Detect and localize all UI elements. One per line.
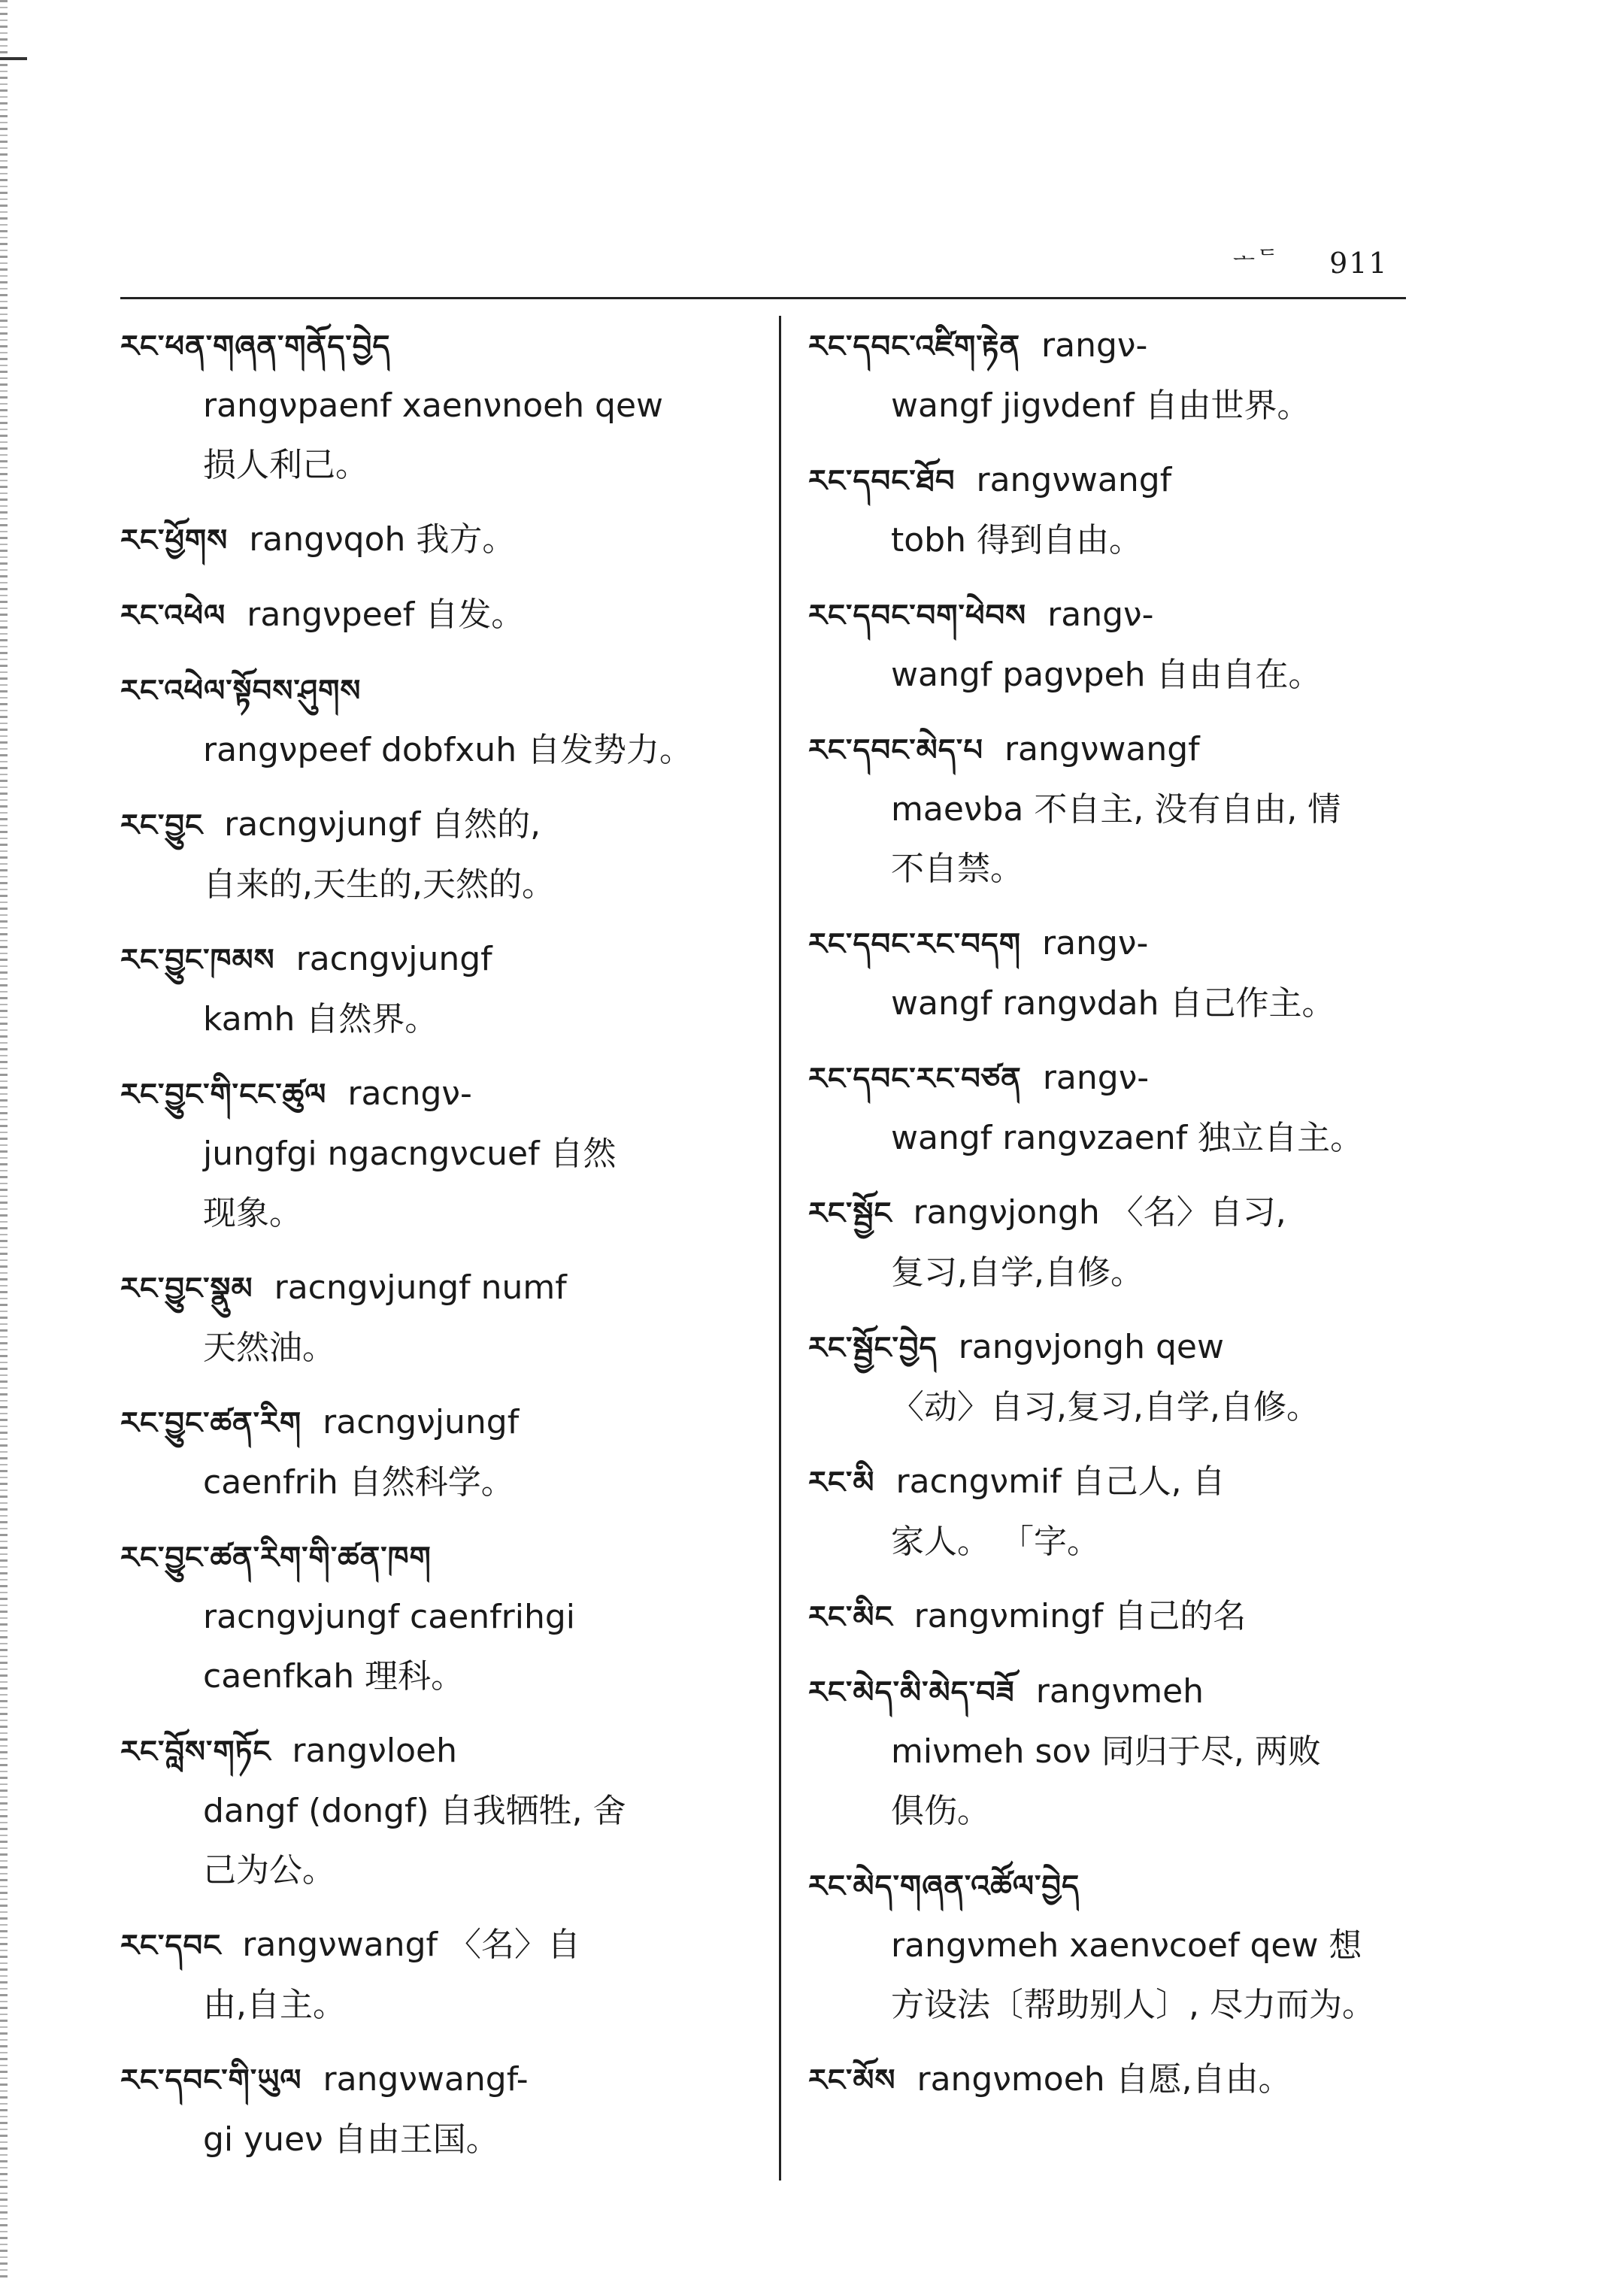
entry-spacer [808, 2035, 1447, 2050]
entry-spacer [808, 1647, 1447, 1662]
entry-spacer [808, 1437, 1447, 1452]
header-marks: ᅩᄃ [1233, 247, 1280, 273]
entry-spacer [120, 1377, 752, 1393]
entry-text: rangνwangf- [323, 2060, 529, 2099]
entry-spacer [120, 2035, 752, 2050]
entry-headword: རང་ཕྱོགས [120, 523, 229, 558]
entry-continuation-line [808, 376, 1447, 435]
entry-text: 不自禁。 [891, 850, 1023, 888]
entry-continuation-line [120, 1183, 752, 1243]
column-divider [779, 316, 781, 2180]
entry-headword: རང་དབང་གི་ཡུལ [120, 2063, 302, 2098]
entry-text: 由,自主。 [203, 1986, 346, 2024]
dictionary-entry [120, 1915, 752, 2050]
entry-continuation-line [808, 839, 1447, 899]
entry-text: rangνjongh qew [958, 1328, 1224, 1366]
dictionary-entry [120, 1721, 752, 1915]
entry-headword: རང་དབང་ཐོབ [808, 464, 956, 499]
entry-text: rangνpaenf xaenνnoeh qew [203, 386, 664, 425]
dictionary-entry [808, 1856, 1447, 2050]
dictionary-entry [120, 1064, 752, 1258]
entry-text: 俱伤。 [891, 1792, 990, 1830]
entry-text: 方设法〔帮助别人〕, 尽力而为。 [891, 1986, 1375, 2024]
entry-spacer [120, 645, 752, 660]
entry-text: tobh 得到自由。 [891, 521, 1142, 559]
entry-text: racngνjungf [295, 940, 492, 978]
dictionary-entry [120, 660, 752, 795]
entry-first-line [120, 660, 752, 720]
entry-text: rangν- [1041, 326, 1148, 365]
entry-text: racngνjungf numf [274, 1268, 567, 1307]
entry-spacer [120, 1512, 752, 1527]
entry-first-line [808, 1452, 1447, 1512]
entry-spacer [808, 1841, 1447, 1856]
entry-text: wangf pagνpeh 自由自在。 [891, 656, 1322, 694]
right-column [808, 316, 1447, 2125]
entry-continuation-line [808, 1781, 1447, 1841]
entry-headword: རང་བློས་གཏོང [120, 1735, 271, 1769]
entry-spacer [120, 780, 752, 795]
scan-edge [0, 0, 8, 2282]
entry-spacer [120, 2169, 752, 2184]
entry-text: 现象。 [203, 1194, 302, 1232]
dictionary-entry [808, 1048, 1447, 1183]
header-rule [120, 297, 1406, 299]
entry-text: rangνwangf [1004, 730, 1200, 768]
entry-first-line [808, 1586, 1447, 1647]
entry-text: miνmeh soν 同归于尽, 两败 [891, 1732, 1321, 1771]
entry-continuation-line [808, 645, 1447, 705]
entry-continuation-line [120, 376, 752, 435]
entry-text: wangf rangνzaenf 独立自主。 [891, 1119, 1364, 1157]
entry-first-line [120, 795, 752, 855]
entry-headword: རང་དབང་རང་བདག [808, 927, 1022, 962]
entry-headword: རང་དབང་རང་བཙན [808, 1062, 1022, 1096]
dictionary-entry [120, 585, 752, 660]
page-number: 911 [1329, 247, 1389, 280]
entry-first-line [120, 2050, 752, 2110]
dictionary-entry [808, 720, 1447, 914]
entry-text: 天然油。 [203, 1329, 335, 1367]
entry-continuation-line [120, 1318, 752, 1377]
entry-spacer [120, 495, 752, 510]
entry-continuation-line [120, 720, 752, 780]
entry-text: kamh 自然界。 [203, 1000, 438, 1038]
entry-first-line [808, 1183, 1447, 1243]
entry-continuation-line [120, 1975, 752, 2035]
entry-text: 损人利己。 [203, 446, 368, 484]
entry-continuation-line [808, 780, 1447, 839]
entry-text: 自来的,天生的,天然的。 [203, 865, 555, 904]
entry-continuation-line [808, 1377, 1447, 1437]
entry-spacer [808, 570, 1447, 585]
entry-spacer [120, 1706, 752, 1721]
entry-first-line [808, 720, 1447, 780]
entry-text: rangν- [1042, 924, 1149, 962]
entry-first-line [120, 1915, 752, 1975]
entry-text: rangνwangf 〈名〉自 [242, 1926, 580, 1964]
entry-text: wangf rangνdah 自己作主。 [891, 984, 1335, 1023]
entry-first-line [808, 2050, 1447, 2110]
entry-headword: རང་བྱུང་ཁམས [120, 943, 275, 977]
entry-headword: རང་བྱུང་ཚན་རིག་གི་ཚན་ཁག [120, 1541, 432, 1575]
entry-first-line [808, 450, 1447, 511]
page-header [1233, 241, 1389, 280]
entry-continuation-line [808, 511, 1447, 570]
entry-continuation-line [120, 1453, 752, 1512]
dictionary-entry [120, 929, 752, 1064]
entry-headword: རང་སྦྱོང་བྱེད [808, 1331, 938, 1365]
entry-continuation-line [120, 1647, 752, 1706]
entry-text: jungfgi ngacngνcuef 自然 [203, 1135, 617, 1173]
entry-continuation-line [120, 989, 752, 1049]
entry-text: rangν- [1042, 1059, 1150, 1097]
entry-headword: རང་མེད་མི་མེད་བཟོ [808, 1675, 1015, 1710]
dictionary-entry [808, 1452, 1447, 1586]
entry-first-line [808, 1317, 1447, 1377]
entry-continuation-line [808, 1975, 1447, 2035]
entry-spacer [120, 1243, 752, 1258]
entry-first-line [120, 316, 752, 376]
entry-continuation-line [120, 1587, 752, 1647]
entry-text: gi yueν 自由王国。 [203, 2120, 499, 2159]
entry-first-line [120, 1527, 752, 1587]
entry-spacer [808, 2110, 1447, 2125]
entry-headword: རང་འཕེལ [120, 599, 226, 633]
entry-headword: རང་དབང་འཛིག་རྟེན [808, 329, 1021, 364]
dictionary-entry [808, 450, 1447, 585]
dictionary-entry [120, 1258, 752, 1393]
dictionary-entry [808, 316, 1447, 450]
entry-text: wangf jigνdenf 自由世界。 [891, 386, 1310, 425]
entry-text: rangνmingf 自己的名 [914, 1597, 1247, 1635]
entry-text: rangνpeef 自发。 [247, 596, 525, 634]
entry-text: rangνwangf [976, 461, 1172, 499]
entry-spacer [120, 1900, 752, 1915]
entry-headword: རང་དབང་མེད་པ [808, 733, 983, 768]
entry-spacer [120, 914, 752, 929]
entry-text: rangνloeh [292, 1732, 457, 1770]
entry-first-line [120, 585, 752, 645]
entry-continuation-line [808, 1916, 1447, 1975]
entry-text: 〈动〉自习,复习,自学,自修。 [891, 1388, 1320, 1426]
entry-first-line [808, 1048, 1447, 1108]
entry-text: maeνba 不自主, 没有自由, 情 [891, 790, 1341, 829]
entry-text: racngν- [347, 1074, 472, 1113]
entry-first-line [808, 585, 1447, 645]
entry-headword: རང་མེད་གཞན་འཚོལ་བྱེད [808, 1869, 1080, 1904]
entry-headword: རང་སྦྱོང [808, 1196, 892, 1231]
entry-text: racngνjungf [323, 1403, 520, 1441]
entry-text: rangνmoeh 自愿,自由。 [917, 2060, 1292, 2099]
entry-text: racngνjungf caenfrihgi [203, 1598, 575, 1636]
dictionary-entry [808, 585, 1447, 720]
entry-headword: རང་ཕན་གཞན་གནོད་བྱེད [120, 329, 391, 364]
entry-headword: རང་མོས [808, 2063, 896, 2098]
dictionary-entry [808, 1183, 1447, 1317]
entry-first-line [808, 1662, 1447, 1722]
entry-text: rangνqoh 我方。 [249, 520, 516, 559]
entry-headword: རང་མི [808, 1465, 875, 1500]
entry-first-line [808, 1856, 1447, 1916]
entry-headword: རང་འཕེལ་སྟོབས་ཤུགས [120, 674, 362, 708]
entry-headword: རང་མིང [808, 1600, 893, 1635]
entry-headword: རང་དབང་བག་ཕེབས [808, 599, 1027, 633]
entry-spacer [808, 1302, 1447, 1317]
entry-spacer [120, 1049, 752, 1064]
dictionary-entry [808, 914, 1447, 1048]
entry-continuation-line [120, 1124, 752, 1183]
dictionary-entry [120, 316, 752, 510]
entry-text: 己为公。 [203, 1851, 335, 1890]
entry-text: rangνmeh xaenνcoef qew 想 [891, 1926, 1362, 1965]
dictionary-entry [120, 510, 752, 585]
entry-spacer [808, 705, 1447, 720]
entry-continuation-line [808, 1512, 1447, 1571]
entry-continuation-line [120, 1781, 752, 1841]
dictionary-entry [808, 2050, 1447, 2125]
entry-continuation-line [120, 855, 752, 914]
entry-headword: རང་བྱུང་ཚན་རིག [120, 1406, 302, 1441]
entry-text: rangνmeh [1035, 1672, 1204, 1711]
entry-text: rangνpeef dobfxuh 自发势力。 [203, 731, 693, 769]
entry-text: racngνjungf 自然的, [224, 805, 541, 844]
entry-first-line [120, 1393, 752, 1453]
entry-spacer [808, 1571, 1447, 1586]
dictionary-entry [120, 795, 752, 929]
left-column [120, 316, 752, 2184]
entry-first-line [120, 1064, 752, 1124]
entry-first-line [120, 510, 752, 570]
entry-continuation-line [808, 1243, 1447, 1302]
entry-first-line [808, 316, 1447, 376]
entry-continuation-line [120, 1841, 752, 1900]
entry-spacer [808, 435, 1447, 450]
entry-first-line [120, 1258, 752, 1318]
entry-spacer [120, 570, 752, 585]
entry-text: 复习,自学,自修。 [891, 1253, 1144, 1292]
entry-text: rangνjongh 〈名〉自习, [913, 1193, 1286, 1232]
entry-text: racngνmif 自己人, 自 [895, 1462, 1226, 1501]
dictionary-entry [120, 1393, 752, 1527]
entry-text: rangν- [1047, 596, 1154, 634]
entry-text: 家人。 「字。 [891, 1523, 1100, 1561]
entry-spacer [808, 899, 1447, 914]
entry-text: caenfrih 自然科学。 [203, 1463, 514, 1502]
dictionary-entry [808, 1662, 1447, 1856]
entry-text: dangf (dongf) 自我牺牲, 舍 [203, 1792, 626, 1830]
entry-first-line [120, 929, 752, 989]
entry-first-line [120, 1721, 752, 1781]
dictionary-entry [120, 1527, 752, 1721]
entry-headword: རང་བྱུང [120, 808, 204, 843]
entry-headword: རང་དབང [120, 1929, 222, 1963]
entry-continuation-line [808, 974, 1447, 1033]
entry-continuation-line [120, 435, 752, 495]
scan-corner-mark [0, 57, 27, 60]
entry-headword: རང་བྱུང་སྣུམ [120, 1271, 253, 1306]
entry-continuation-line [120, 2110, 752, 2169]
entry-headword: རང་བྱུང་གི་ངང་ཚུལ [120, 1077, 327, 1112]
entry-first-line [808, 914, 1447, 974]
entry-continuation-line [808, 1108, 1447, 1168]
entry-spacer [808, 1033, 1447, 1048]
entry-text: caenfkah 理科。 [203, 1657, 465, 1696]
entry-spacer [808, 1168, 1447, 1183]
entry-continuation-line [808, 1722, 1447, 1781]
dictionary-entry [808, 1317, 1447, 1452]
dictionary-entry [120, 2050, 752, 2184]
dictionary-entry [808, 1586, 1447, 1662]
